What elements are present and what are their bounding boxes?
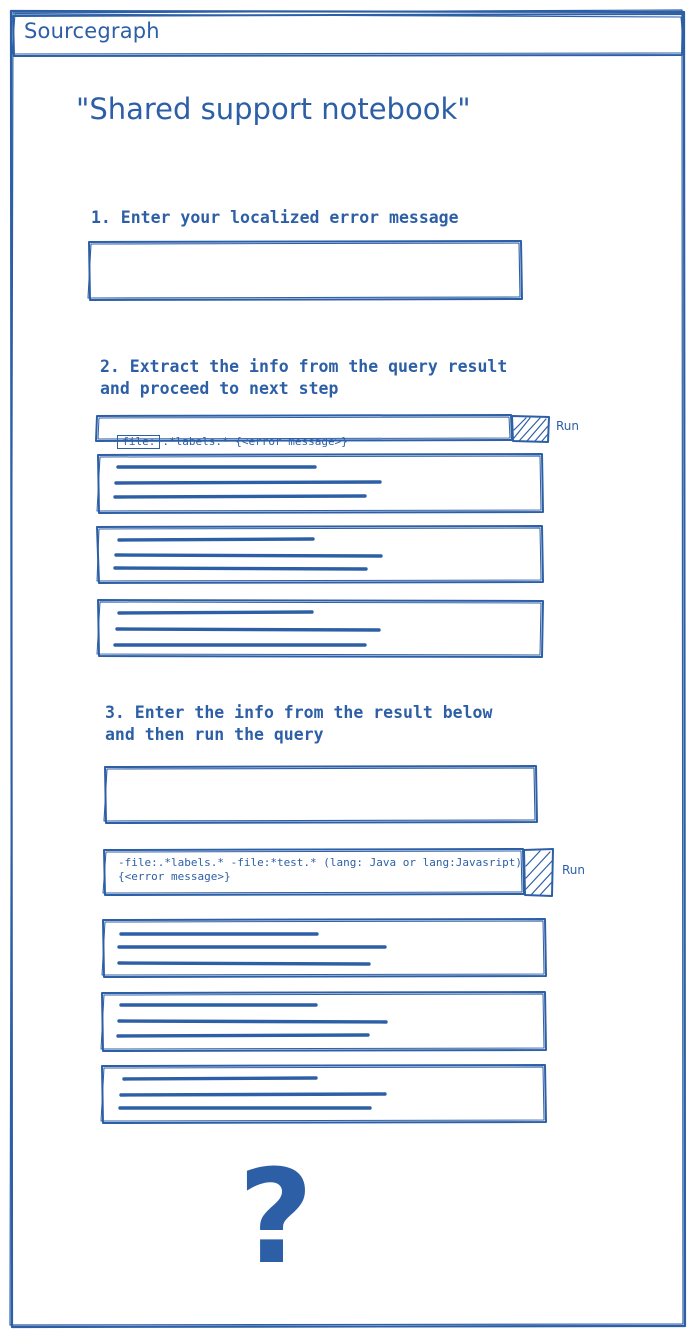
file-filter-chip: file: xyxy=(117,435,160,449)
step3-run-label: Run xyxy=(562,863,586,877)
step3-run-button[interactable] xyxy=(524,850,553,896)
step2-result-2[interactable] xyxy=(98,527,543,583)
step2-label: 2. Extract the info from the query result and proceed to next step xyxy=(100,357,508,398)
step3-query-input[interactable]: -file:.*labels.* -file:*test.* (lang: Java or lang:Javasript) {<error message>} xyxy=(118,856,522,883)
step2-query-input[interactable] xyxy=(104,421,348,449)
step3-info-input[interactable] xyxy=(110,771,534,821)
brand-logo: Sourcegraph xyxy=(24,19,160,43)
step2-query-text: .*labels.* {<error message>} xyxy=(162,435,348,448)
step1-label: 1. Enter your localized error message xyxy=(91,208,459,227)
question-mark-icon: ? xyxy=(238,1141,314,1293)
notebook-title: "Shared support notebook" xyxy=(76,92,471,126)
step1-error-input[interactable] xyxy=(94,246,520,298)
step2-run-label: Run xyxy=(556,419,580,433)
step2-result-3[interactable] xyxy=(98,600,543,657)
step3-label: 3. Enter the info from the result below and then run the query xyxy=(105,703,493,744)
step3-result-2[interactable] xyxy=(102,993,546,1051)
step2-run-button[interactable] xyxy=(512,416,549,442)
step2-result-1[interactable] xyxy=(98,455,543,513)
step3-result-1[interactable] xyxy=(103,920,546,977)
step3-result-3[interactable] xyxy=(102,1066,546,1123)
